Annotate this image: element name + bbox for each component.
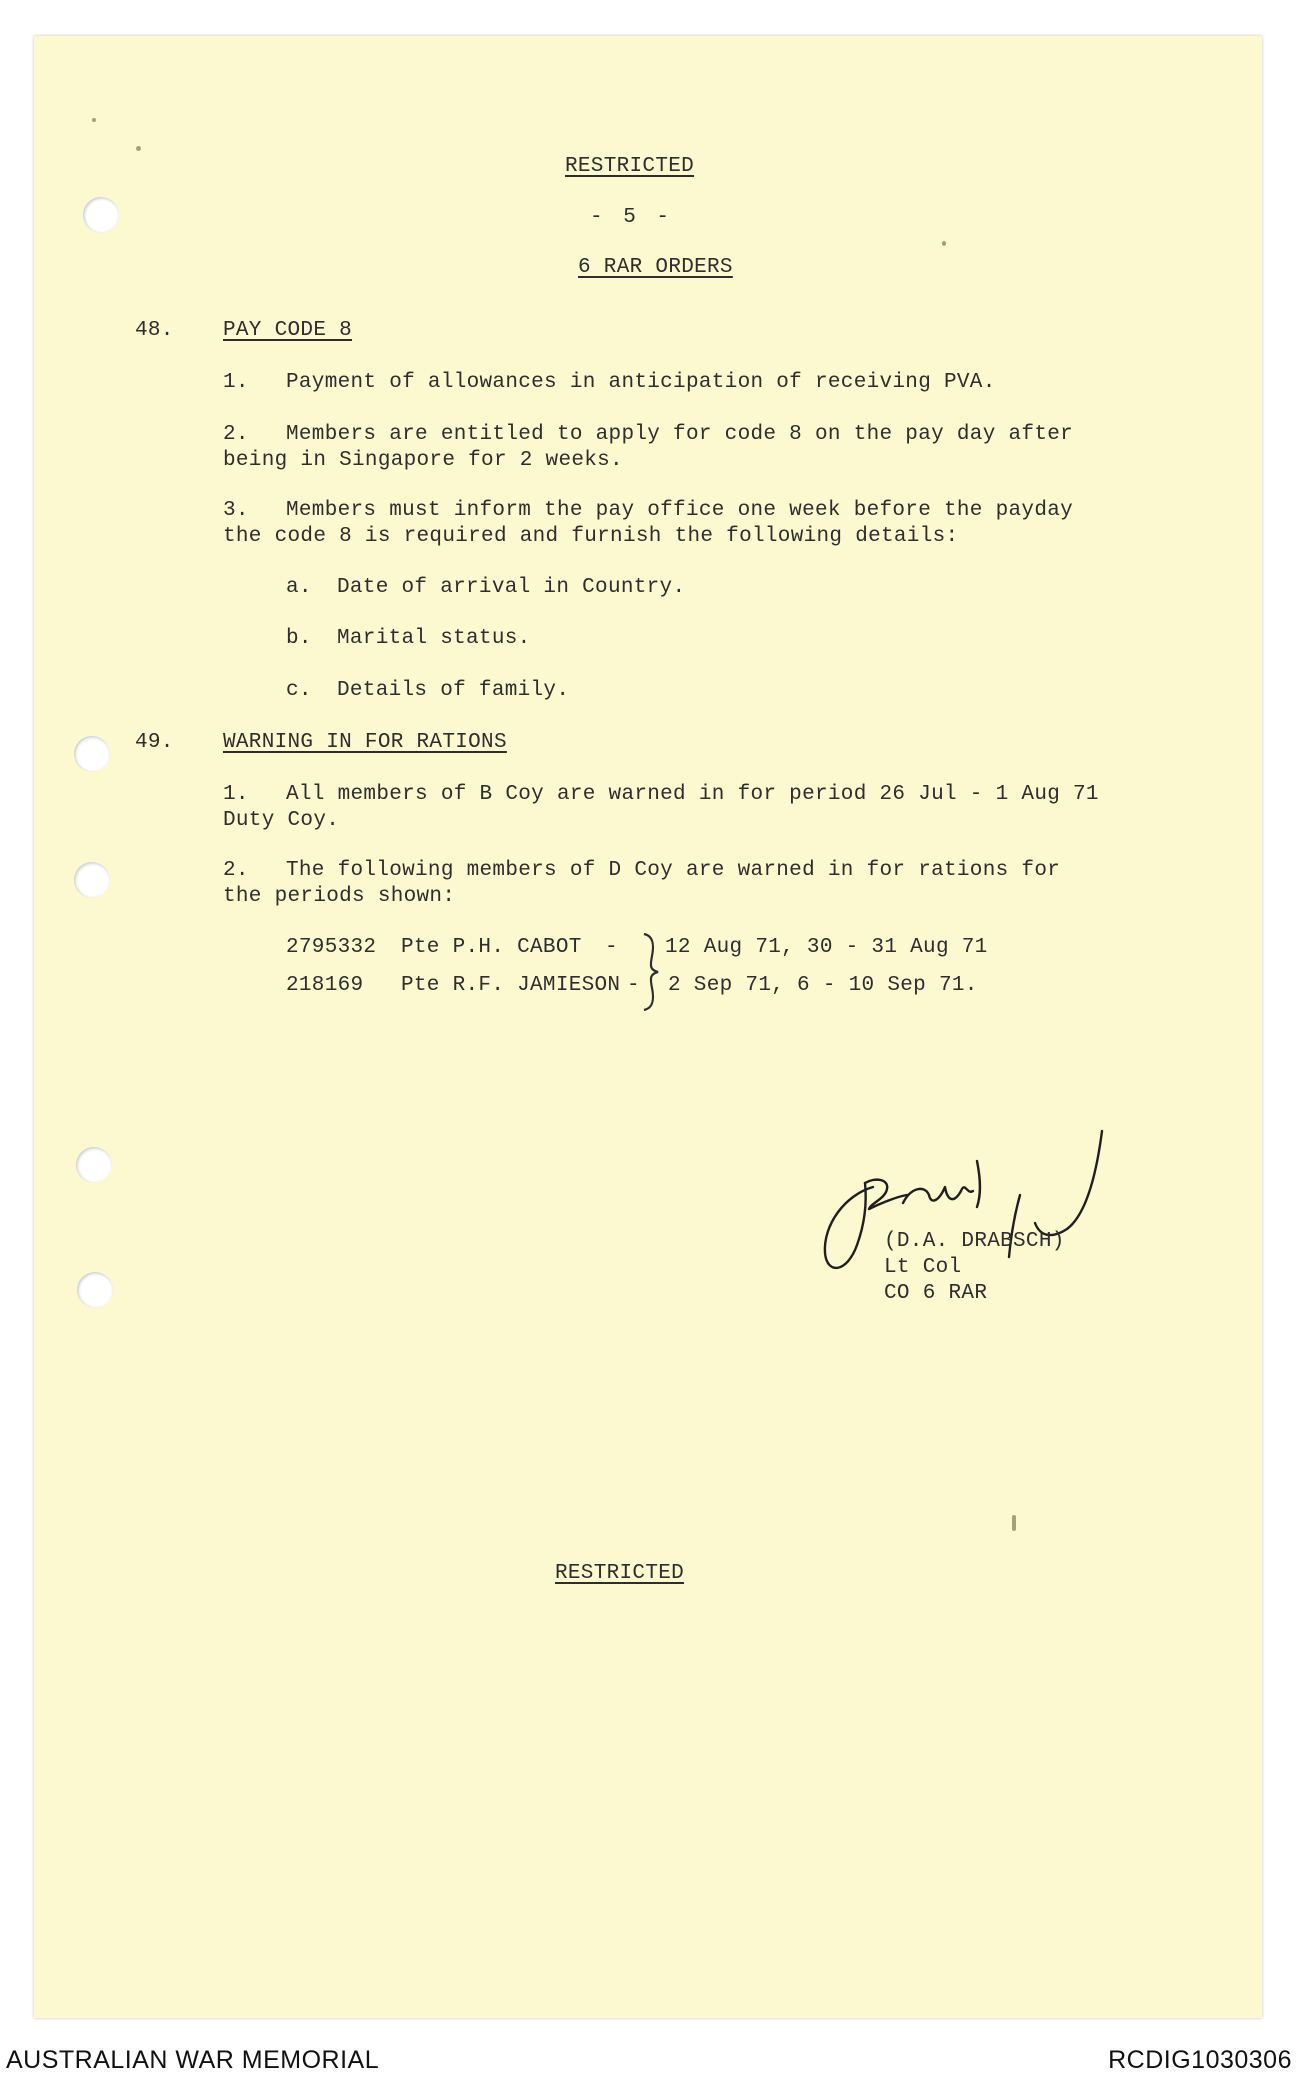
member-name: Pte R.F. JAMIESON <box>401 974 621 997</box>
signatory-name: (D.A. DRABSCH) <box>884 1230 1065 1253</box>
ration-period: 2 Sep 71, 6 - 10 Sep 71. <box>668 974 978 997</box>
punch-hole-1 <box>83 197 119 233</box>
subitem-text: Date of arrival in Country. <box>337 576 686 599</box>
ration-period: 12 Aug 71, 30 - 31 Aug 71 <box>665 936 988 959</box>
punch-hole-3 <box>74 862 110 898</box>
footer-classification: RESTRICTED <box>555 1562 685 1585</box>
paragraph-number: 1. <box>223 371 249 394</box>
signatory-appointment: CO 6 RAR <box>884 1282 988 1305</box>
member-number: 218169 <box>286 974 364 997</box>
paper-speck <box>92 118 96 122</box>
subitem-label: c. <box>286 679 312 702</box>
subitem-text: Marital status. <box>337 627 531 650</box>
document-page <box>34 36 1262 2018</box>
section-number: 49. <box>135 731 174 754</box>
page-number: - 5 - <box>590 206 674 229</box>
paragraph-text: Members must inform the pay office one week before the payday <box>286 499 1074 522</box>
paragraph-text: All members of B Coy are warned in for period 26 Jul - 1 Aug 71 <box>286 783 1099 806</box>
paragraph-text: the periods shown: <box>223 885 456 908</box>
paragraph-text: being in Singapore for 2 weeks. <box>223 449 623 472</box>
paper-speck <box>1012 1515 1016 1531</box>
paragraph-text: Duty Coy. <box>223 809 340 832</box>
section-heading: PAY CODE 8 <box>223 319 353 342</box>
paragraph-text: The following members of D Coy are warned in for rations for <box>286 859 1061 882</box>
subitem-label: a. <box>286 576 312 599</box>
paragraph-text: the code 8 is required and furnish the following details: <box>223 525 959 548</box>
paper-speck <box>136 146 141 151</box>
paragraph-text: Members are entitled to apply for code 8 on the pay day after <box>286 423 1074 446</box>
paragraph-number: 3. <box>223 499 249 522</box>
subitem-label: b. <box>286 627 312 650</box>
paragraph-number: 2. <box>223 423 249 446</box>
member-name: Pte P.H. CABOT <box>401 936 582 959</box>
member-number: 2795332 <box>286 936 377 959</box>
paragraph-text: Payment of allowances in anticipation of receiving PVA. <box>286 371 996 394</box>
subitem-text: Details of family. <box>337 679 570 702</box>
paper-speck <box>942 241 946 246</box>
punch-hole-5 <box>77 1272 113 1308</box>
section-number: 48. <box>135 319 174 342</box>
archive-credit: AUSTRALIAN WAR MEMORIAL <box>6 2046 380 2074</box>
paragraph-number: 2. <box>223 859 249 882</box>
section-heading: WARNING IN FOR RATIONS <box>223 731 507 754</box>
grouping-brace <box>640 932 664 1012</box>
member-dash: - <box>605 936 618 959</box>
punch-hole-4 <box>76 1147 112 1183</box>
archive-reference: RCDIG1030306 <box>1108 2046 1292 2074</box>
header-classification: RESTRICTED <box>565 155 695 178</box>
signatory-rank: Lt Col <box>884 1256 962 1279</box>
punch-hole-2 <box>74 736 110 772</box>
member-dash: - <box>627 974 640 997</box>
document-title: 6 RAR ORDERS <box>578 256 733 279</box>
handwritten-signature <box>815 1125 1145 1285</box>
paragraph-number: 1. <box>223 783 249 806</box>
